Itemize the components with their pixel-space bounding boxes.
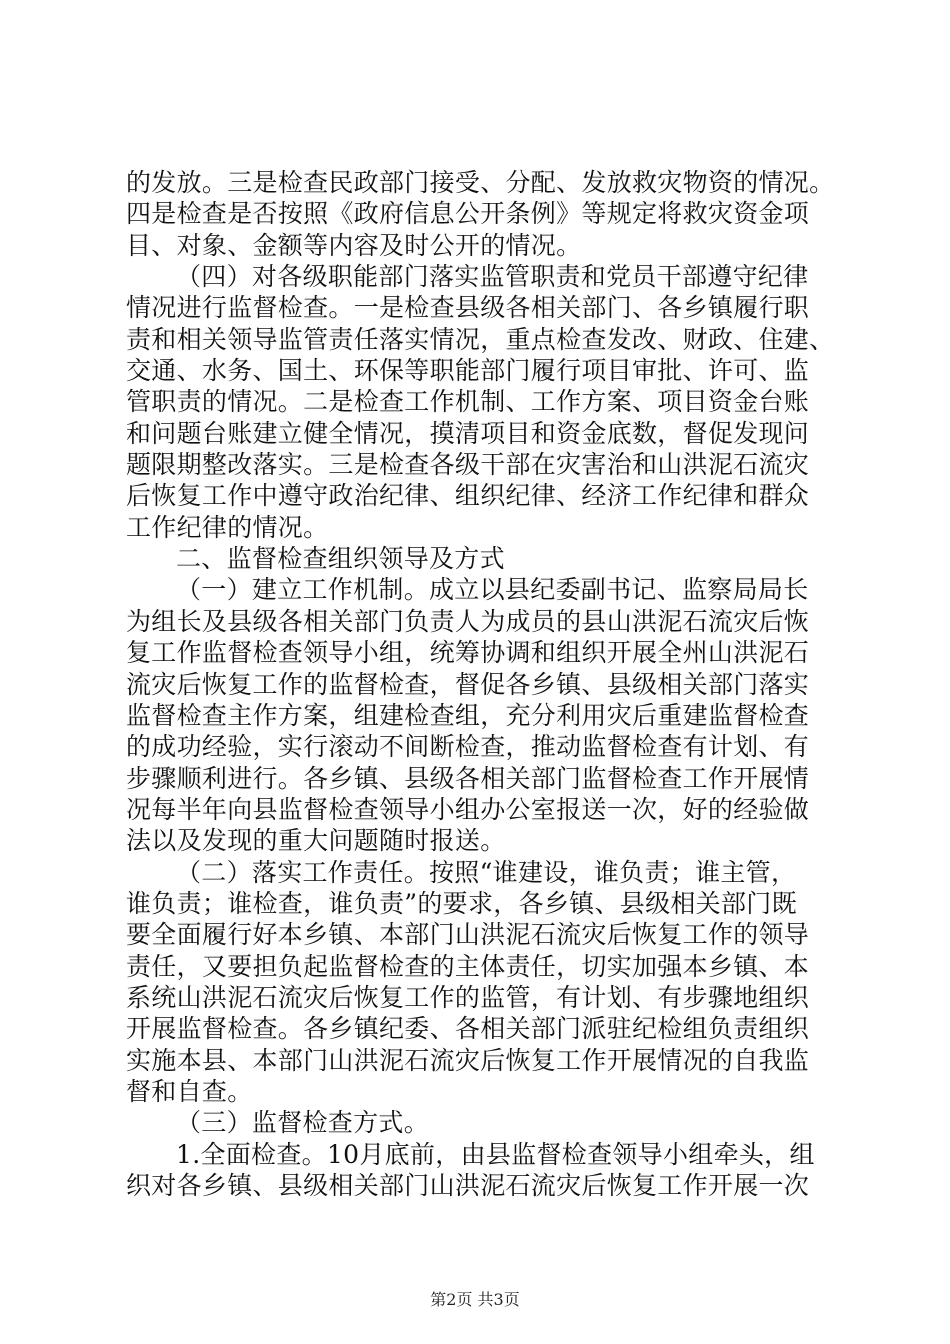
body-line: 情况进行监督检查。一是检查县级各相关部门、各乡镇履行职 bbox=[126, 293, 810, 322]
body-line: 目、对象、金额等内容及时公开的情况。 bbox=[126, 231, 582, 260]
body-line: 督和自查。 bbox=[126, 1077, 253, 1106]
paragraph-start-line: （一）建立工作机制。成立以县纪委副书记、监察局局长 bbox=[176, 575, 809, 604]
body-line: 实施本县、本部门山洪泥石流灾后恢复工作开展情况的自我监 bbox=[126, 1046, 810, 1075]
paragraph-start-line: 1.全面检查。10月底前，由县监督检查领导小组牵头，组 bbox=[176, 1140, 815, 1169]
body-line: 管职责的情况。二是检查工作机制、工作方案、项目资金台账 bbox=[126, 387, 810, 416]
body-line: 的成功经验，实行滚动不间断检查，推动监督检查有计划、有 bbox=[126, 732, 810, 761]
body-line: 法以及发现的重大问题随时报送。 bbox=[126, 826, 506, 855]
body-line: 复工作监督检查领导小组，统筹协调和组织开展全州山洪泥石 bbox=[126, 638, 810, 667]
section-heading: 二、监督检查组织领导及方式 bbox=[176, 544, 505, 573]
body-line: 责任，又要担负起监督检查的主体责任，切实加强本乡镇、本 bbox=[126, 952, 810, 981]
paragraph-start-line: （四）对各级职能部门落实监管职责和党员干部遵守纪律 bbox=[176, 262, 809, 291]
body-line: 后恢复工作中遵守政治纪律、组织纪律、经济工作纪律和群众 bbox=[126, 481, 810, 510]
body-line: 的发放。三是检查民政部门接受、分配、发放救灾物资的情况。 bbox=[126, 168, 835, 197]
body-line: 题限期整改落实。三是检查各级干部在灾害治和山洪泥石流灾 bbox=[126, 450, 810, 479]
body-line: 为组长及县级各相关部门负责人为成员的县山洪泥石流灾后恢 bbox=[126, 607, 810, 636]
body-line: 织对各乡镇、县级相关部门山洪泥石流灾后恢复工作开展一次 bbox=[126, 1171, 810, 1200]
body-line: 步骤顺利进行。各乡镇、县级各相关部门监督检查工作开展情 bbox=[126, 764, 810, 793]
body-line: 谁负责；谁检查，谁负责”的要求，各乡镇、县级相关部门既 bbox=[126, 889, 797, 918]
body-line: 四是检查是否按照《政府信息公开条例》等规定将救灾资金项 bbox=[126, 199, 810, 228]
page-footer: 第2页 共3页 bbox=[430, 1290, 520, 1309]
subsection-heading: （三）监督检查方式。 bbox=[176, 1108, 430, 1137]
body-line: 交通、水务、国土、环保等职能部门履行项目审批、许可、监 bbox=[126, 356, 810, 385]
body-line: 系统山洪泥石流灾后恢复工作的监管，有计划、有步骤地组织 bbox=[126, 983, 810, 1012]
body-line: 要全面履行好本乡镇、本部门山洪泥石流灾后恢复工作的领导 bbox=[126, 920, 810, 949]
body-line: 工作纪律的情况。 bbox=[126, 513, 329, 542]
body-line: 责和相关领导监管责任落实情况，重点检查发改、财政、住建、 bbox=[126, 325, 835, 354]
body-line: 监督检查主作方案，组建检查组，充分利用灾后重建监督检查 bbox=[126, 701, 810, 730]
body-line: 开展监督检查。各乡镇纪委、各相关部门派驻纪检组负责组织 bbox=[126, 1014, 810, 1043]
body-line: 况每半年向县监督检查领导小组办公室报送一次，好的经验做 bbox=[126, 795, 810, 824]
body-line: 流灾后恢复工作的监督检查，督促各乡镇、县级相关部门落实 bbox=[126, 670, 810, 699]
body-line: 和问题台账建立健全情况，摸清项目和资金底数，督促发现问 bbox=[126, 419, 810, 448]
paragraph-start-line: （二）落实工作责任。按照“谁建设，谁负责；谁主管， bbox=[176, 858, 797, 887]
